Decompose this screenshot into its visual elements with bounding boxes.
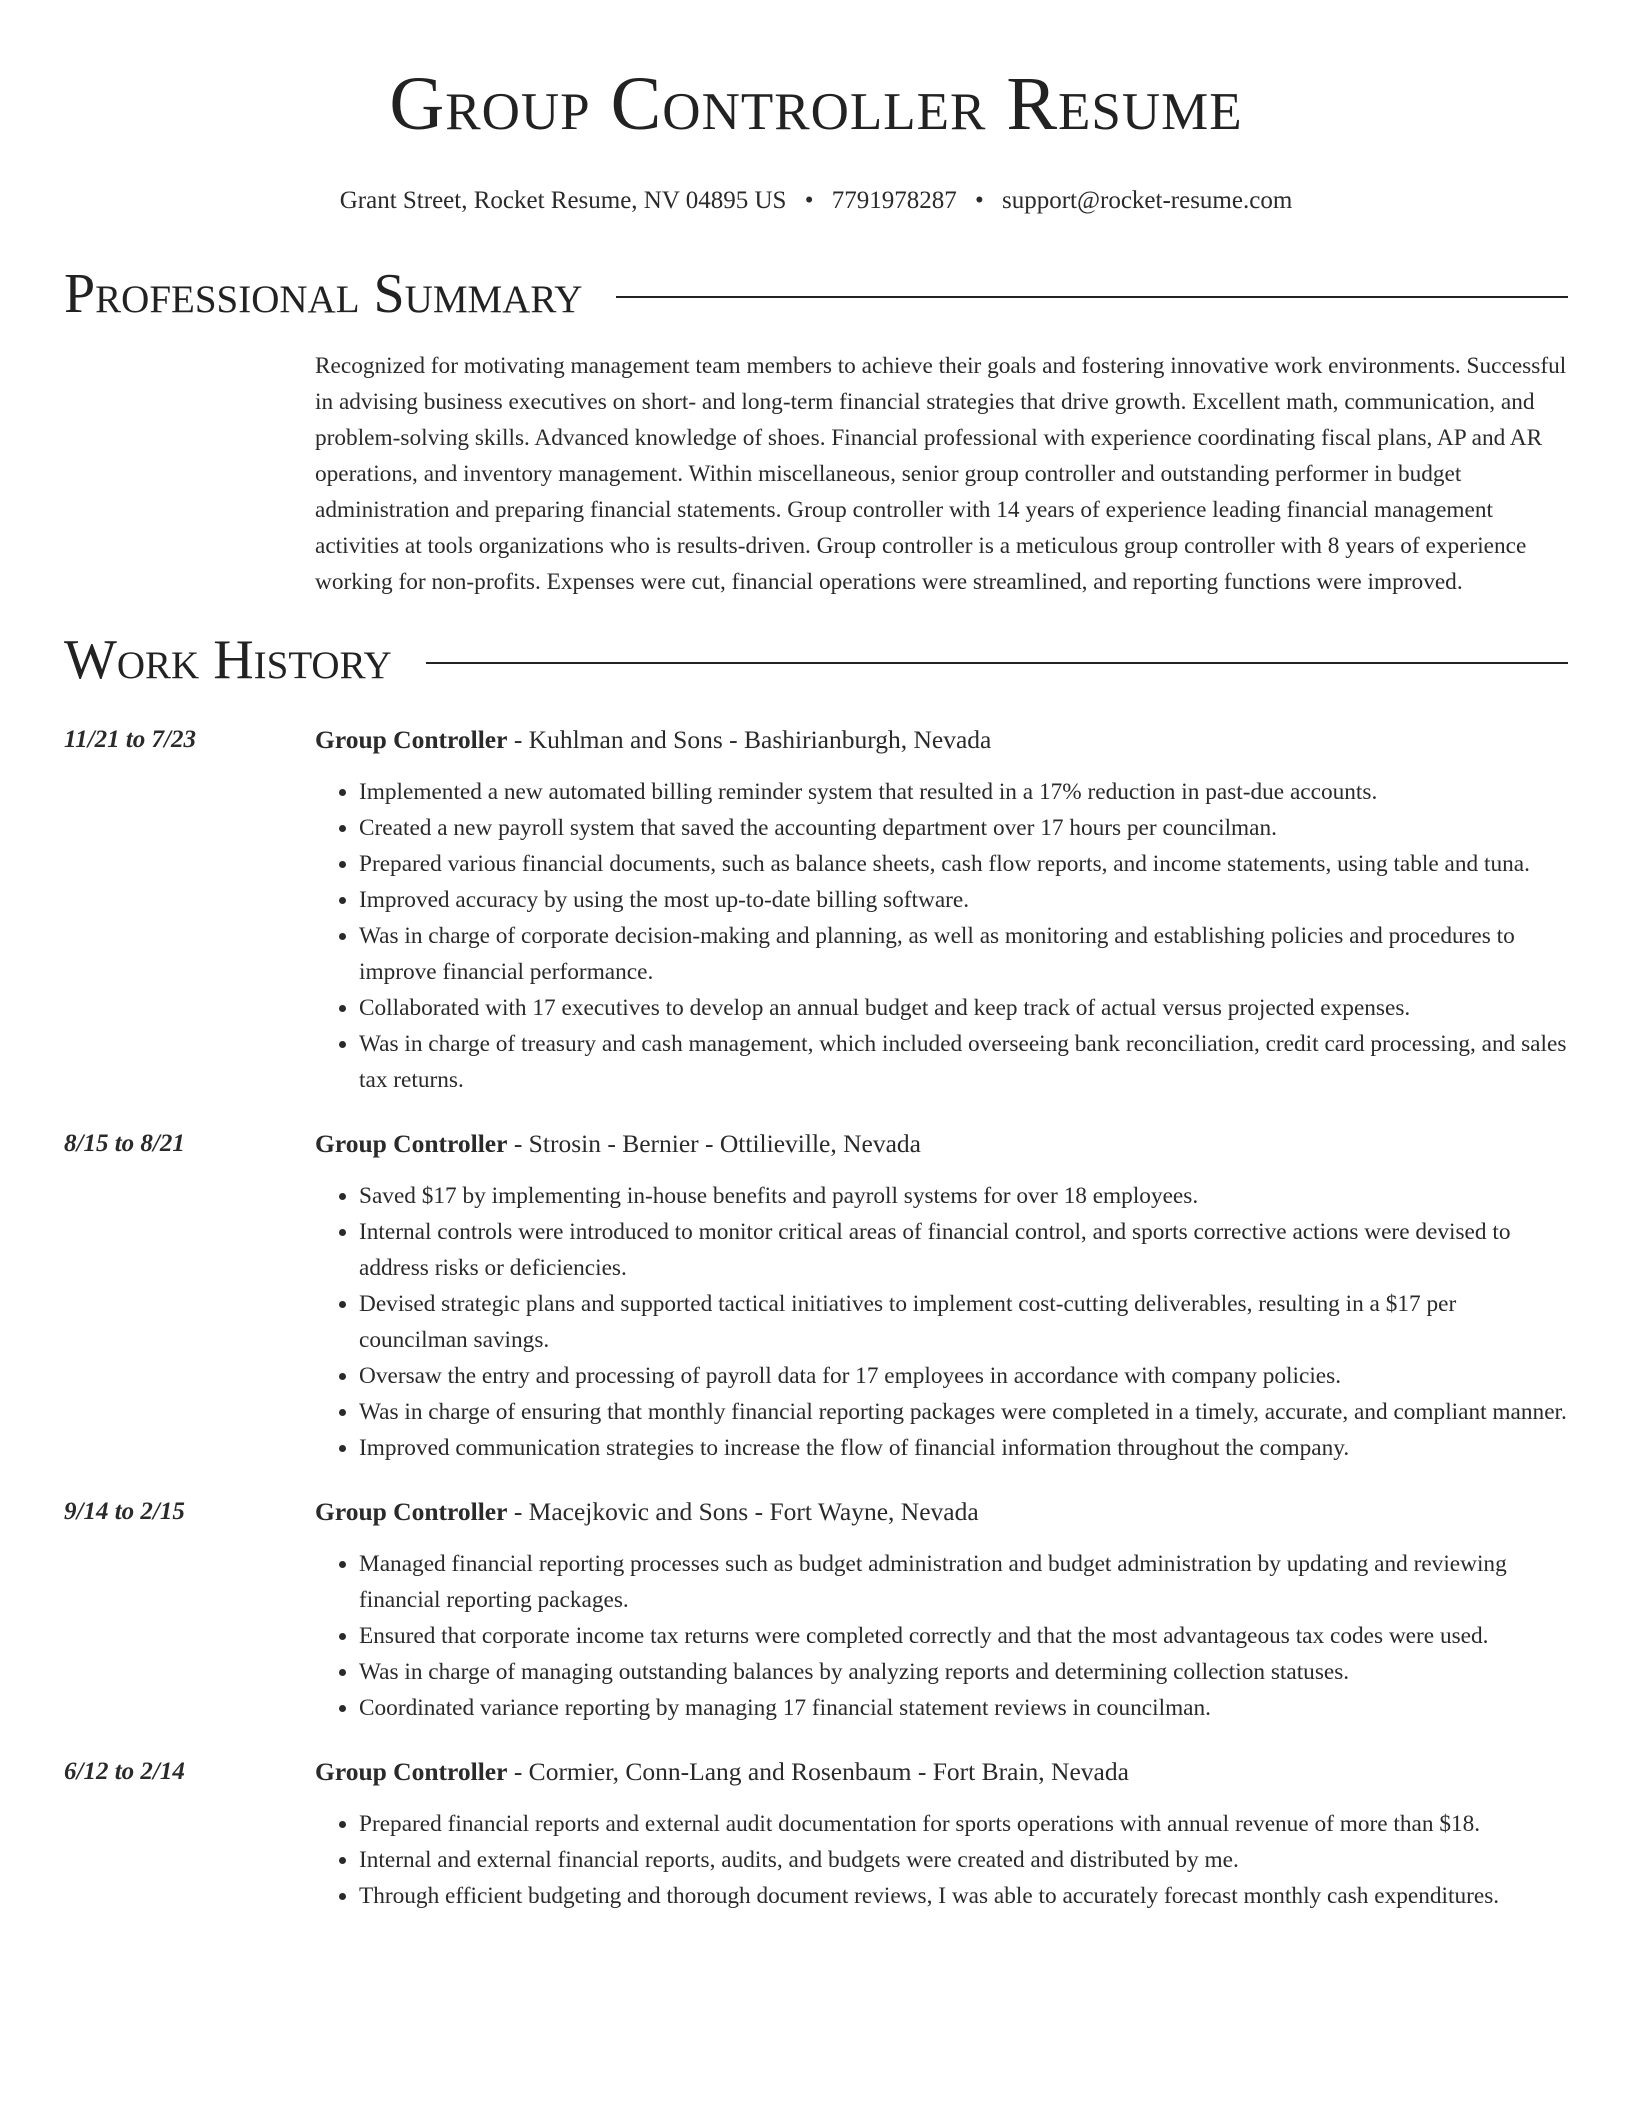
job-title: Group Controller <box>315 1129 508 1158</box>
job-company-location: - Strosin - Bernier - Ottilieville, Nevada <box>507 1129 921 1158</box>
contact-separator: • <box>804 187 814 214</box>
contact-phone: 7791978287 <box>831 187 957 214</box>
job-bullet: • Ensured that corporate income tax returns were completed correctly and that the most advantageous tax codes were used. <box>359 1618 1568 1654</box>
job-heading <box>315 1754 1568 1790</box>
contact-email: support@rocket-resume.com <box>1001 187 1293 214</box>
summary-text: Recognized for motivating management team members to achieve their goals and fostering innovative work environments. Successful in advising business executives on short- and long-term financial strategies that drive growth. Excellent math, communication, and problem-solving skills. Advanced knowledge of shoes. Financial professional with experience coordinating fiscal plans, AP and AR operations, and inventory management. Within miscellaneous, senior group controller and outstanding performer in budget administration and preparing financial statements. Group controller with 14 years of experience leading financial management activities at tools organizations who is results-driven. Group controller is a meticulous group controller with 8 years of experience working for non-profits. Expenses were cut, financial operations were streamlined, and reporting functions were improved. <box>315 353 1567 595</box>
job-company-location: - Cormier, Conn-Lang and Rosenbaum - Fort Brain, Nevada <box>507 1757 1129 1786</box>
resume-title: Group Controller Resume <box>389 62 1243 146</box>
job-bullet: • Prepared various financial documents, such as balance sheets, cash flow reports, and income statements, using table and tuna. <box>359 846 1568 882</box>
job-body <box>315 1126 1568 1466</box>
work-heading: Work History <box>64 629 392 691</box>
section-divider <box>426 662 1568 664</box>
job-bullet: • Oversaw the entry and processing of payroll data for 17 employees in accordance with company policies. <box>359 1358 1568 1394</box>
job-bullet: • Saved $17 by implementing in-house benefits and payroll systems for over 18 employees. <box>359 1178 1568 1214</box>
job-title: Group Controller <box>315 1497 508 1526</box>
job-bullet: • Prepared financial reports and external audit documentation for sports operations with annual revenue of more than $18. <box>359 1806 1568 1842</box>
job-bullet: • Improved accuracy by using the most up-to-date billing software. <box>359 882 1568 918</box>
job-bullet: • Improved communication strategies to increase the flow of financial information throughout the company. <box>359 1430 1568 1466</box>
job-heading <box>315 722 1568 758</box>
job-bullet: • Collaborated with 17 executives to develop an annual budget and keep track of actual versus projected expenses. <box>359 990 1568 1026</box>
job-dates: 6/12 to 2/14 <box>64 1758 185 1785</box>
job-dates: 11/21 to 7/23 <box>64 726 196 753</box>
work-history-list <box>64 722 1568 1914</box>
job-company-location: - Kuhlman and Sons - Bashirianburgh, Nevada <box>507 725 992 754</box>
job-body <box>315 1494 1568 1726</box>
contact-separator: • <box>974 187 984 214</box>
section-divider <box>616 296 1568 298</box>
job-company-location: - Macejkovic and Sons - Fort Wayne, Nevada <box>507 1497 979 1526</box>
summary-section-header <box>64 262 1568 326</box>
summary-heading: Professional Summary <box>64 263 583 325</box>
contact-line <box>64 186 1568 216</box>
job-heading <box>315 1126 1568 1162</box>
job-bullet: • Created a new payroll system that saved the accounting department over 17 hours per councilman. <box>359 810 1568 846</box>
job-bullet: • Was in charge of managing outstanding balances by analyzing reports and determining collection statuses. <box>359 1654 1568 1690</box>
contact-address: Grant Street, Rocket Resume, NV 04895 US <box>339 187 787 214</box>
job-dates: 8/15 to 8/21 <box>64 1130 185 1157</box>
job-bullet: • Managed financial reporting processes such as budget administration and budget administration by updating and reviewing financial reporting packages. <box>359 1546 1568 1618</box>
job-bullet: • Implemented a new automated billing reminder system that resulted in a 17% reduction in past-due accounts. <box>359 774 1568 810</box>
job-bullets <box>315 1546 1568 1726</box>
job-entry <box>64 1126 1568 1466</box>
job-bullet: • Devised strategic plans and supported tactical initiatives to implement cost-cutting deliverables, resulting in a $17 per councilman savings. <box>359 1286 1568 1358</box>
job-bullets <box>315 1806 1568 1914</box>
job-bullet: • Was in charge of treasury and cash management, which included overseeing bank reconciliation, credit card processing, and sales tax returns. <box>359 1026 1568 1098</box>
job-bullet: • Coordinated variance reporting by managing 17 financial statement reviews in councilman. <box>359 1690 1568 1726</box>
work-section-header <box>64 628 1568 692</box>
job-body <box>315 722 1568 1098</box>
job-heading <box>315 1494 1568 1530</box>
job-bullet: • Was in charge of ensuring that monthly financial reporting packages were completed in a timely, accurate, and compliant manner. <box>359 1394 1568 1430</box>
job-bullets <box>315 774 1568 1098</box>
job-bullets <box>315 1178 1568 1466</box>
job-bullet: • Internal and external financial reports, audits, and budgets were created and distributed by me. <box>359 1842 1568 1878</box>
job-title: Group Controller <box>315 725 508 754</box>
job-entry <box>64 1494 1568 1726</box>
job-title: Group Controller <box>315 1757 508 1786</box>
job-bullet: • Was in charge of corporate decision-making and planning, as well as monitoring and establishing policies and procedures to improve financial performance. <box>359 918 1568 990</box>
job-bullet: • Through efficient budgeting and thorough document reviews, I was able to accurately forecast monthly cash expenditures. <box>359 1878 1568 1914</box>
job-body <box>315 1754 1568 1914</box>
job-bullet: • Internal controls were introduced to monitor critical areas of financial control, and sports corrective actions were devised to address risks or deficiencies. <box>359 1214 1568 1286</box>
job-entry <box>64 722 1568 1098</box>
job-dates: 9/14 to 2/15 <box>64 1498 185 1525</box>
job-entry <box>64 1754 1568 1914</box>
